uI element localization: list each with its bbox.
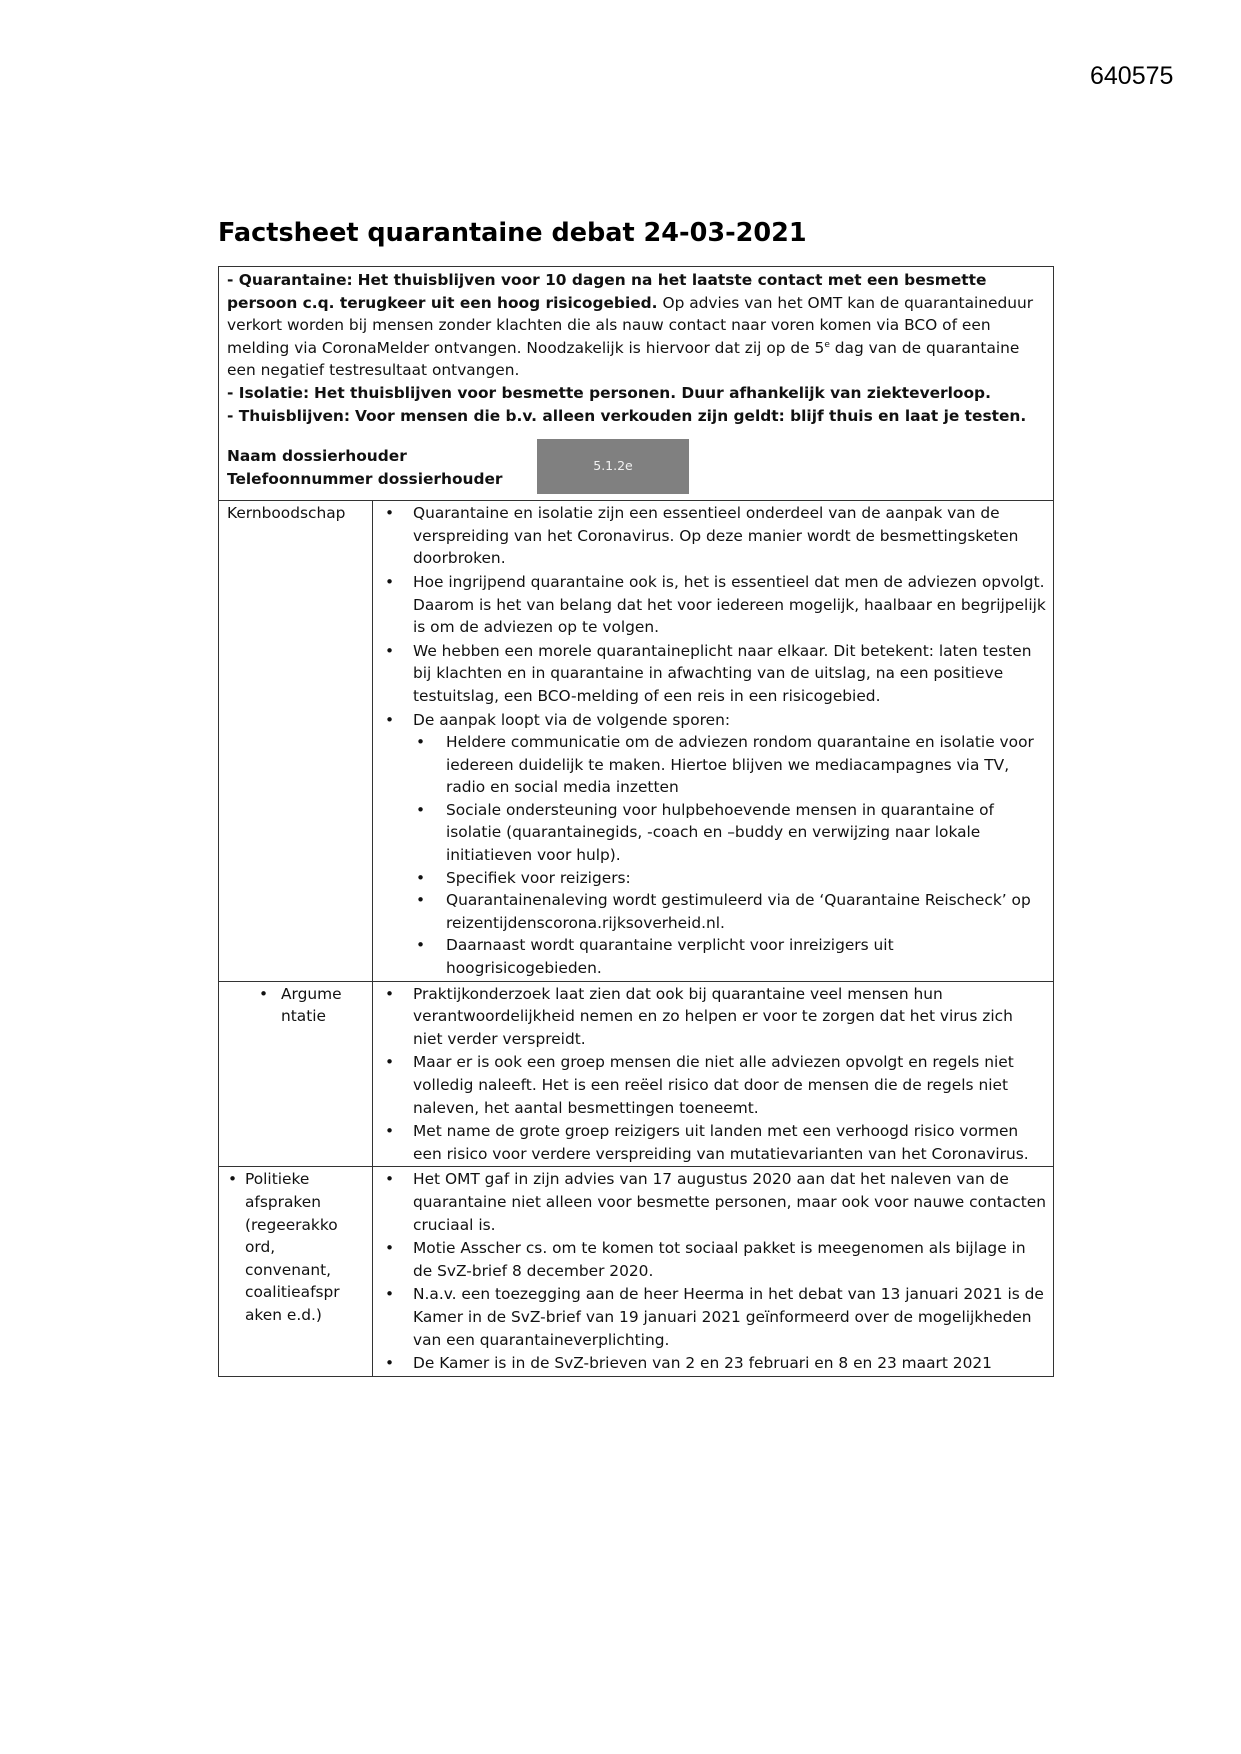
list-item: • Praktijkonderzoek laat zien dat ook bij quarantaine veel mensen hun verantwoordelijkheid nemen en zo helpen er voor te zorgen dat het virus zich niet verder verspreidt. bbox=[383, 983, 1047, 1051]
definition-text: dag van de quarantaine een negatief testresultaat ontvangen. bbox=[227, 338, 1020, 380]
list-item: • N.a.v. een toezegging aan de heer Heerma in het debat van 13 januari 2021 is de Kamer in de SvZ-brief van 19 januari 2021 geïnformeerd over de mogelijkheden van een quarantaineverplichting. bbox=[383, 1283, 1047, 1351]
definition-label: - Thuisblijven: bbox=[227, 406, 351, 425]
list-item: • De Kamer is in de SvZ-brieven van 2 en 23 februari en 8 en 23 maart 2021 bbox=[383, 1352, 1047, 1375]
argumentatie-label: Argume ntatie bbox=[281, 984, 342, 1026]
politieke-afspraken-row bbox=[219, 1167, 1054, 1376]
kernboodschap-label: Kernboodschap bbox=[219, 501, 373, 981]
kernboodschap-row bbox=[219, 501, 1054, 981]
definition-text-bold: Het thuisblijven voor 10 dagen na het laatste contact met een besmette persoon c.q. terugkeer uit een hoog risicogebied. bbox=[227, 271, 987, 312]
list-item: • Het OMT gaf in zijn advies van 17 augustus 2020 aan dat het naleven van de quarantaine niet alleen voor besmette personen, maar ook voor nauwe contacten cruciaal is. bbox=[383, 1168, 1047, 1236]
kernboodschap-list bbox=[383, 502, 1047, 979]
bullet-icon: • bbox=[228, 1170, 238, 1189]
intro-cell bbox=[219, 267, 1054, 501]
list-item: • Maar er is ook een groep mensen die niet alle adviezen opvolgt en regels niet volledig naleeft. Het is een reëel risico dat door de mensen die de regels niet naleven, het aantal besmettingen toeneemt. bbox=[383, 1051, 1047, 1119]
sub-list-item: • Quarantainenaleving wordt gestimuleerd via de ‘Quarantaine Reischeck’ op reizentijdenscorona.rijksoverheid.nl. bbox=[398, 889, 1047, 934]
politieke-afspraken-label: Politieke afspraken (regeerakko ord, convenant, coalitieafspr aken e.d.) bbox=[245, 1170, 340, 1324]
intro-row bbox=[219, 267, 1054, 501]
bullet-icon: • bbox=[259, 984, 269, 1003]
list-item: • Hoe ingrijpend quarantaine ook is, het is essentieel dat men de adviezen opvolgt. Daarom is het van belang dat het voor iedereen mogelijk, haalbaar en begrijpelijk is om de adviezen op te volgen. bbox=[383, 571, 1047, 639]
definition-text-bold: Voor mensen die b.v. alleen verkouden zijn geldt: blijf thuis en laat je testen. bbox=[354, 406, 1027, 425]
kernboodschap-content bbox=[373, 501, 1054, 981]
sub-list-item: • Heldere communicatie om de adviezen rondom quarantaine en isolatie voor iedereen duidelijk te maken. Hiertoe blijven we mediacampagnes via TV, radio en social media inzetten bbox=[398, 731, 1047, 799]
definition-thuisblijven bbox=[227, 405, 1045, 428]
definition-label: - Isolatie: bbox=[227, 383, 310, 402]
argumentatie-list bbox=[383, 983, 1047, 1166]
list-item: • We hebben een morele quarantaineplicht naar elkaar. Dit betekent: laten testen bij klachten en in quarantaine in afwachting van de uitslag, na een positieve testuitslag, een BCO-melding of een reis in een risicogebied. bbox=[383, 640, 1047, 708]
contact-block bbox=[227, 445, 1045, 494]
contact-labels bbox=[227, 445, 537, 490]
page-number: 640575 bbox=[1090, 62, 1174, 90]
page-title: Factsheet quarantaine debat 24-03-2021 bbox=[218, 218, 807, 248]
definition-text-bold: Het thuisblijven voor besmette personen. Duur afhankelijk van ziekteverloop. bbox=[314, 383, 991, 402]
list-item-text: De aanpak loopt via de volgende sporen: bbox=[413, 710, 731, 729]
list-item: • Motie Asscher cs. om te komen tot sociaal pakket is meegenomen als bijlage in de SvZ-brief 8 december 2020. bbox=[383, 1237, 1047, 1282]
argumentatie-content bbox=[373, 981, 1054, 1167]
contact-phone-label: Telefoonnummer dossierhouder bbox=[227, 469, 503, 488]
politieke-afspraken-label-cell bbox=[219, 1167, 373, 1376]
argumentatie-label-cell bbox=[219, 981, 373, 1167]
argumentatie-row bbox=[219, 981, 1054, 1167]
definition-label: - Quarantaine: bbox=[227, 271, 353, 289]
sub-list-item: • Daarnaast wordt quarantaine verplicht voor inreizigers uit hoogrisicogebieden. bbox=[398, 934, 1047, 979]
politieke-afspraken-content bbox=[373, 1167, 1054, 1376]
list-item: • Met name de grote groep reizigers uit landen met een verhoogd risico vormen een risico voor verdere verspreiding van mutatievarianten van het Coronavirus. bbox=[383, 1120, 1047, 1165]
definition-isolatie bbox=[227, 382, 1045, 405]
redaction-box: 5.1.2e bbox=[537, 439, 689, 494]
definition-quarantaine bbox=[227, 269, 1045, 382]
factsheet-table bbox=[218, 266, 1054, 1377]
list-item bbox=[383, 709, 1047, 980]
sub-list-item: • Specifiek voor reizigers: bbox=[398, 867, 1047, 890]
contact-name-label: Naam dossierhouder bbox=[227, 447, 407, 466]
politieke-afspraken-list bbox=[383, 1168, 1047, 1374]
list-item: • Quarantaine en isolatie zijn een essentieel onderdeel van de aanpak van de verspreiding van het Coronavirus. Op deze manier wordt de besmettingsketen doorbroken. bbox=[383, 502, 1047, 570]
definition-text: Op advies van het OMT kan de quarantaineduur verkort worden bij mensen zonder klachten die als nauw contact naar voren komen via BCO of een melding via CoronaMelder ontvangen. Noodzakelijk is hiervoor dat zij op de 5 bbox=[227, 293, 1034, 357]
sub-list bbox=[413, 731, 1047, 980]
sub-list-item: • Sociale ondersteuning voor hulpbehoevende mensen in quarantaine of isolatie (quarantainegids, -coach en –buddy en verwijzing naar lokale initiatieven voor hulp). bbox=[398, 799, 1047, 867]
superscript: e bbox=[824, 339, 830, 350]
